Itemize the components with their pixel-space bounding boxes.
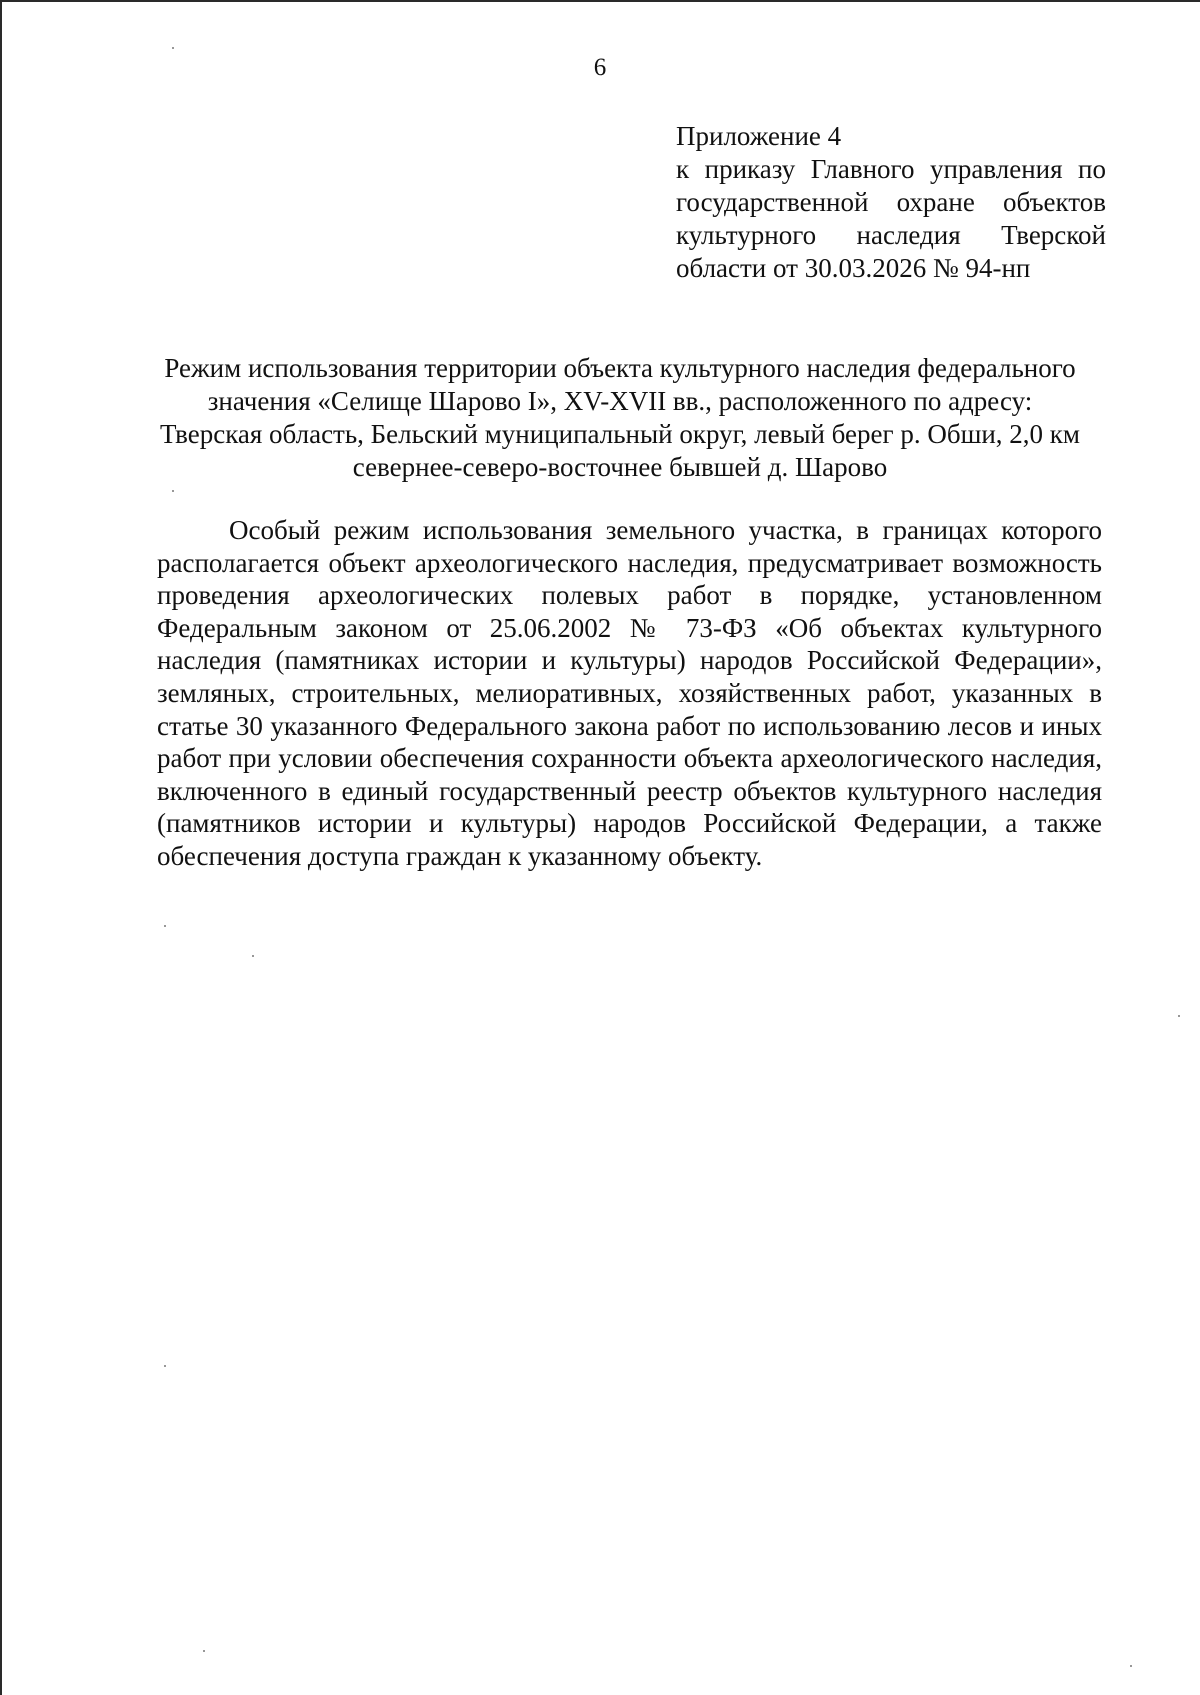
scan-speck [172,47,174,49]
page-number: 6 [593,54,607,81]
appendix-title: Приложение 4 [676,121,842,151]
scan-speck [1178,1015,1180,1017]
appendix-reference: к приказу Главного управления по государственной охране объектов культурного наследия Тверской области от 30.03.2026 № 94-нп [676,154,1106,283]
body-paragraph: Особый режим использования земельного участка, в границах которого располагается объект археологического наследия, предусматривает возможность проведения археологических полевых работ в порядке, установленном Федеральным законом от 25.06.2002 № 73-ФЗ «Об объектах культурного наследия (памятниках истории и культуры) народов Российской Федерации», земляных, строительных, мелиоративных, хозяйственных работ, указанных в статье 30 указанного Федерального закона работ по использованию лесов и иных работ при условии обеспечения сохранности объекта археологического наследия, включенного в единый государственный реестр объектов культурного наследия (памятников истории и культуры) народов Российской Федерации, а также обеспечения доступа граждан к указанному объекту. [157,515,1102,871]
scan-edge-left [0,0,2,1695]
scan-speck [1130,1665,1132,1667]
scan-speck [252,955,254,957]
scan-speck [172,490,174,492]
scan-speck [203,1650,205,1652]
scan-speck [164,925,166,927]
appendix-block [676,120,1106,285]
scan-edge-top [0,0,1200,2]
document-title: Режим использования территории объекта культурного наследия федерального значения «Селище Шарово I», XV-XVII вв., расположенного по адресу: Тверская область, Бельский муниципальный округ, левый берег р. Обши, 2,0 км севернее-северо-восточнее бывшей д. Шарово [159,353,1081,482]
scan-speck [164,1365,166,1367]
